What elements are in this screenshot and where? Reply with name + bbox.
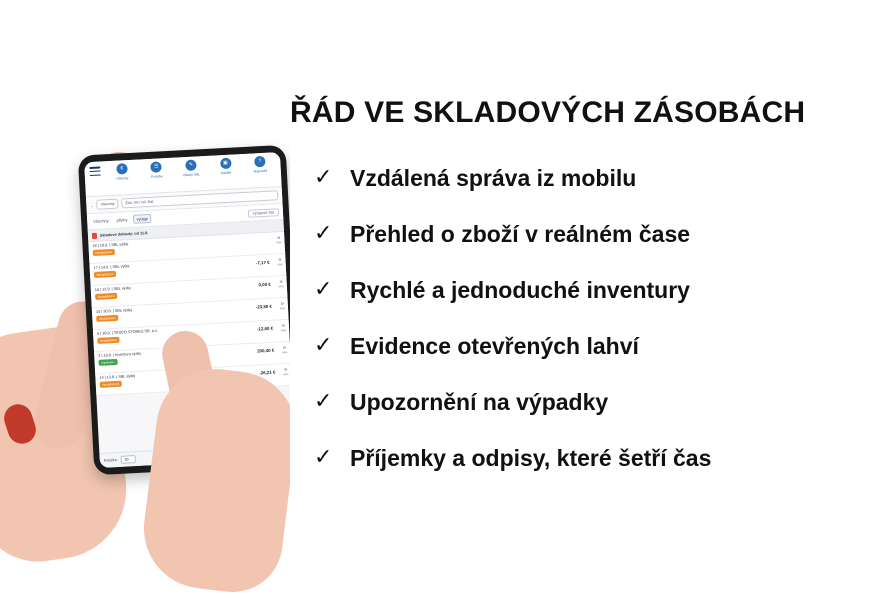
section-heading-label: Skladové doklady: od 11.8. [99, 230, 149, 238]
row-more-label: Více [280, 328, 287, 333]
row-amount: -12,60 € [256, 325, 274, 332]
status-badge: Nezaplaceno [100, 380, 122, 387]
list-item [314, 444, 870, 472]
feature-label: Vzdálená správa iz mobilu [350, 165, 637, 191]
row-amount: -26,21 € [259, 369, 276, 376]
chevron-right-icon: » [280, 301, 285, 308]
row-more-label: Více [283, 372, 289, 377]
row-amount: 200,40 € [257, 347, 275, 354]
row-title: 16 | 13.9. | SBL výdej [94, 286, 131, 292]
menu-icon[interactable] [89, 166, 101, 178]
chevron-right-icon: » [276, 235, 281, 242]
status-badge: Nezaplaceno [93, 248, 115, 255]
status-badge: Zaplaceno [98, 358, 117, 365]
check-icon: ✓ [314, 388, 333, 414]
row-title: 2 | 19.8. | Inventura výdej [98, 351, 141, 358]
row-title: 6 | 30.8. | TESCO STORES SR, a.s. [97, 328, 159, 336]
row-more-action[interactable] [282, 345, 288, 354]
tab-expenses[interactable]: výdaje [133, 214, 151, 224]
check-icon: ✓ [314, 220, 333, 246]
row-more-action[interactable] [283, 367, 289, 376]
chevron-right-icon: » [281, 323, 286, 330]
feature-list [290, 164, 870, 472]
chevron-right-icon: » [283, 366, 288, 374]
toolbar-item-deposits[interactable] [176, 159, 207, 177]
row-more-action[interactable] [279, 301, 285, 310]
filter-all-chip[interactable]: Všechny [96, 199, 118, 210]
row-amount: 0,00 € [258, 281, 271, 288]
help-icon: ? [254, 156, 266, 168]
toolbar-label: Položky [150, 173, 163, 179]
collapse-chevron-icon[interactable]: ⌄ [90, 202, 94, 208]
toolbar-label: Náhled [220, 170, 232, 175]
list-item [314, 220, 870, 248]
check-icon: ✓ [314, 276, 333, 302]
list-item [314, 164, 870, 192]
status-badge: Nezaplaceno [95, 292, 117, 299]
feature-label: Přehled o zboží v reálném čase [350, 221, 691, 248]
row-more-label: Více [278, 285, 284, 289]
marketing-panel [290, 96, 870, 500]
row-title: 15 | 30.8. | SBL výdej [95, 308, 132, 314]
row-amount: -7,17 € [255, 259, 270, 266]
document-icon [92, 232, 97, 238]
tab-income[interactable]: příjmy [116, 217, 128, 223]
status-badge: Nezaplaceno [97, 336, 119, 343]
tab-all[interactable]: Všechny [93, 218, 109, 224]
check-icon: ✓ [314, 444, 333, 470]
app-toolbar [104, 155, 278, 181]
row-title: 18 | 19.8. | SBL výdej [92, 242, 129, 249]
check-icon: ✓ [314, 164, 333, 189]
toolbar-label: Nápověd [253, 168, 268, 173]
toolbar-item-receipts[interactable] [107, 163, 138, 181]
items-icon: ☰ [151, 161, 163, 173]
per-page-select[interactable]: 30 [120, 455, 135, 464]
feature-label: Rychlé a jednoduché inventury [350, 277, 690, 304]
status-badge: Nezaplaceno [94, 270, 116, 277]
receipts-icon: € [116, 163, 128, 175]
row-more-action[interactable] [277, 257, 283, 266]
deposits-icon: ✎ [185, 159, 197, 171]
filter-expense-sbl[interactable]: Výdajové SBL [248, 208, 279, 218]
page-title: ŘÁD VE SKLADOVÝCH ZÁSOBÁCH [290, 96, 806, 129]
feature-label: Upozornění na výpadky [350, 389, 609, 416]
list-item [314, 332, 870, 360]
toolbar-label: Účtenky [116, 175, 129, 181]
check-icon: ✓ [314, 332, 333, 358]
hands-holding-tablet-photo [0, 0, 290, 598]
row-title: 14 | 13.8. | SBL výdej [99, 373, 136, 380]
row-more-label: Více [282, 350, 288, 355]
toolbar-label: Vklady SBL [182, 171, 201, 177]
per-page-label: Položka: [103, 458, 118, 463]
feature-label: Evidence otevřených lahví [350, 333, 639, 360]
toolbar-item-preview[interactable] [210, 157, 241, 175]
chevron-right-icon: » [279, 279, 283, 286]
search-input[interactable]: Čísl. VS / ref. čísl. [121, 190, 278, 208]
row-more-label: Více [276, 241, 282, 245]
row-more-label: Více [277, 263, 283, 267]
list-item [314, 276, 870, 304]
row-more-action[interactable] [276, 235, 282, 244]
feature-label: Příjemky a odpisy, které šetří čas [350, 445, 712, 472]
row-amount: -23,50 € [255, 303, 273, 310]
chevron-right-icon: » [278, 257, 282, 264]
row-title: 17 | 14.8. | SBL výdej [93, 264, 130, 270]
status-badge: Nezaplaceno [96, 314, 118, 321]
chevron-right-icon: » [282, 345, 287, 352]
row-more-action[interactable] [278, 279, 284, 288]
toolbar-item-items[interactable] [141, 161, 172, 179]
row-more-label: Více [279, 307, 286, 311]
row-more-action[interactable] [281, 323, 287, 332]
toolbar-item-help[interactable] [245, 155, 276, 173]
list-item [314, 388, 870, 416]
preview-icon: ▣ [220, 158, 232, 170]
